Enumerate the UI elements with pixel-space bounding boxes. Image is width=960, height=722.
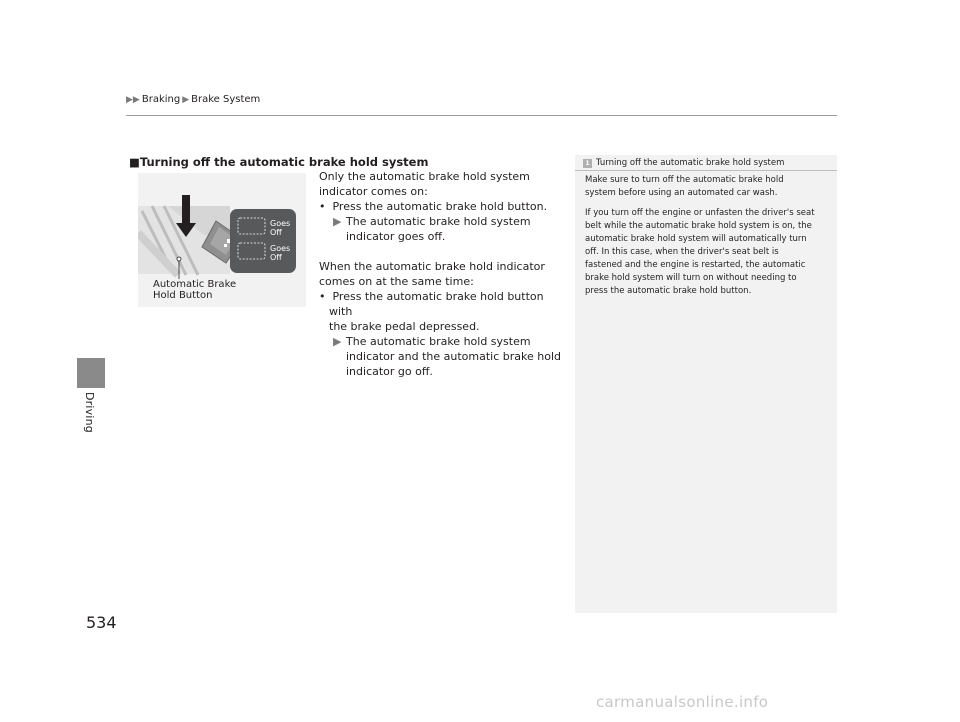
note-line: system before using an automated car wash. <box>585 188 778 198</box>
breadcrumb-item[interactable]: Braking <box>141 94 181 105</box>
section-label: Driving <box>83 392 96 433</box>
intro-line: Only the automatic brake hold system <box>319 170 530 183</box>
bullet-text: Press the automatic brake hold button. <box>332 200 548 213</box>
breadcrumb-arrow-icon: ▶ <box>182 94 190 105</box>
page-number: 534 <box>86 613 117 632</box>
note-paragraph <box>585 174 833 200</box>
section-tab <box>77 358 105 388</box>
note-line: brake hold system will turn on without needing to <box>585 273 797 283</box>
note-paragraph <box>585 207 833 298</box>
note-line: fastened and the engine is restarted, the automatic <box>585 260 806 270</box>
note-body <box>585 174 833 305</box>
breadcrumb-arrow-icon: ▶▶ <box>126 94 140 105</box>
figure-label-line: Automatic Brake <box>153 279 237 290</box>
note-divider <box>575 170 837 171</box>
note-line: press the automatic brake hold button. <box>585 286 752 296</box>
result-line <box>319 334 569 349</box>
indicator2-line2: Off <box>270 253 282 262</box>
note-heading <box>583 158 784 168</box>
bullet-text: Press the automatic brake hold button with <box>329 290 544 318</box>
note-line: Make sure to turn off the automatic brake hold <box>585 175 784 185</box>
note-line: If you turn off the engine or unfasten the driver's seat <box>585 208 815 218</box>
note-line: off. In this case, when the driver's seat belt is <box>585 247 779 257</box>
result-line: indicator goes off. <box>346 230 446 243</box>
bullet-text: the brake pedal depressed. <box>329 320 480 333</box>
breadcrumb <box>126 94 260 105</box>
note-line: belt while the automatic brake hold system is on, the <box>585 221 812 231</box>
result-line <box>319 214 569 229</box>
note-line: automatic brake hold system will automatically turn <box>585 234 807 244</box>
result-line: indicator go off. <box>346 365 433 378</box>
note-panel <box>575 155 837 613</box>
result-arrow-icon: ▶ <box>333 215 342 228</box>
indicator1-line2: Off <box>270 228 282 237</box>
para-line: When the automatic brake hold indicator <box>319 260 545 273</box>
breadcrumb-item[interactable]: Brake System <box>191 94 261 105</box>
result-line: indicator and the automatic brake hold <box>346 350 562 363</box>
note-heading-text: Turning off the automatic brake hold system <box>596 158 785 168</box>
section-title-text: Turning off the automatic brake hold system <box>139 155 429 169</box>
header-divider <box>126 115 837 116</box>
indicator-panel <box>230 209 296 273</box>
result-text: The automatic brake hold system <box>346 215 531 228</box>
figure-label <box>153 279 236 301</box>
spacer <box>319 244 569 259</box>
result-arrow-icon: ▶ <box>333 335 342 348</box>
indicator2-line1: Goes <box>270 244 291 253</box>
bullet-item: • Press the automatic brake hold button with <box>319 290 544 318</box>
illustration <box>138 173 306 307</box>
result-text: The automatic brake hold system <box>346 335 531 348</box>
watermark: carmanualsonline.info <box>596 693 769 711</box>
indicator1-line1: Goes <box>270 219 291 228</box>
note-icon: 1 <box>583 159 592 168</box>
intro-line: indicator comes on: <box>319 185 428 198</box>
bullet-item: • Press the automatic brake hold button. <box>319 200 548 213</box>
figure-label-line: Hold Button <box>153 290 213 301</box>
body-text <box>319 169 569 379</box>
section-title: ■Turning off the automatic brake hold system <box>129 155 429 169</box>
para-line: comes on at the same time: <box>319 275 474 288</box>
